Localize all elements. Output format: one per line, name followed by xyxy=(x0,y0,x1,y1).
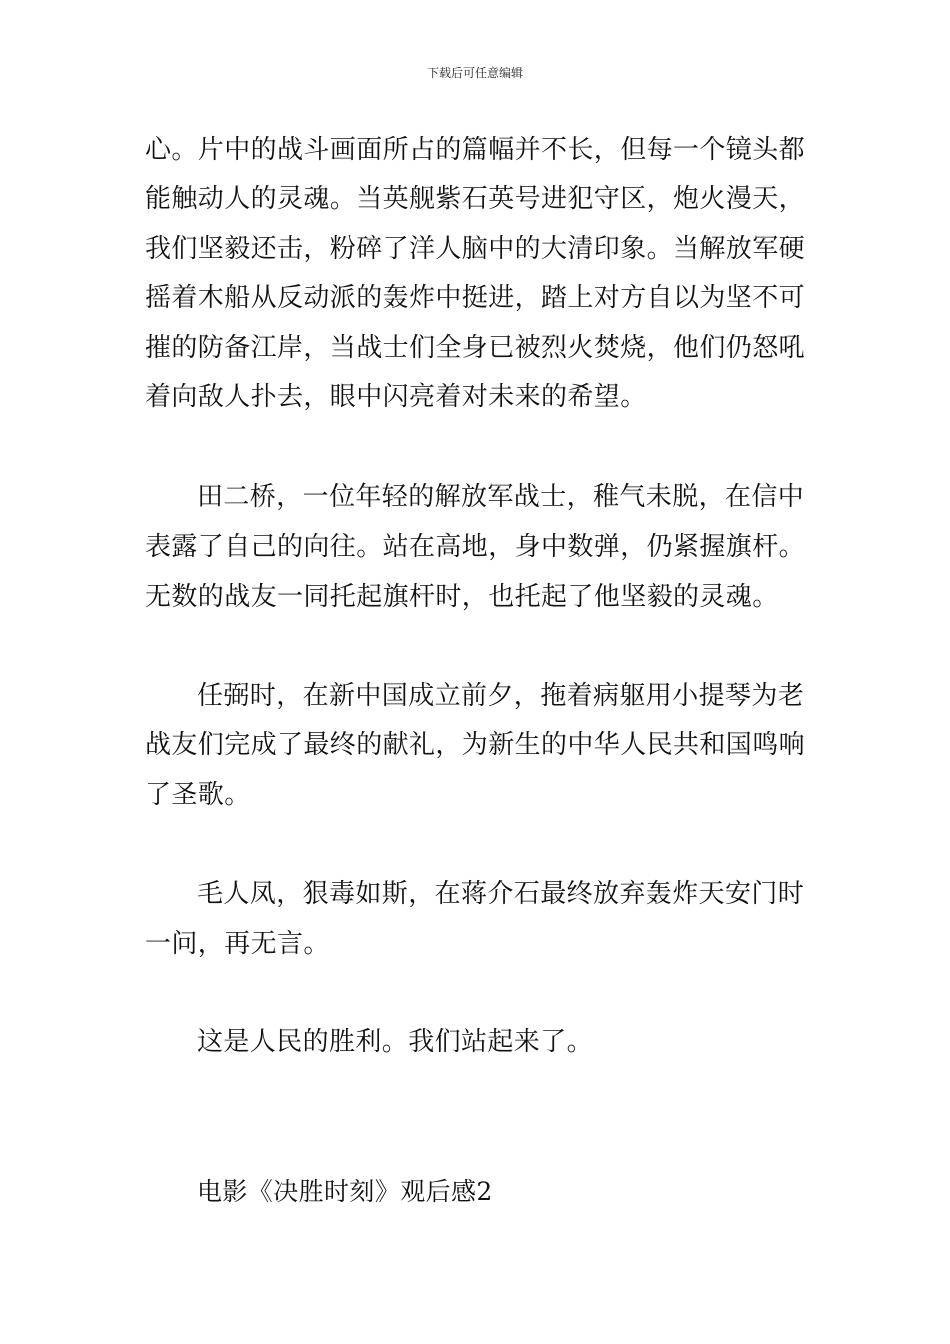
text-line: 任弼时，在新中国成立前夕，拖着病躯用小提琴为老 xyxy=(197,681,805,711)
text-line: 田二桥，一位年轻的解放军战士，稚气未脱，在信中 xyxy=(197,482,805,512)
text-line: 能触动人的灵魂。当英舰紫石英号进犯守区，炮火漫天， xyxy=(145,184,806,214)
text-line: 战友们完成了最终的献礼，为新生的中华人民共和国鸣响 xyxy=(145,730,806,760)
text-line: 毛人凤，狠毒如斯，在蒋介石最终放弃轰炸天安门时 xyxy=(197,879,805,909)
text-line: 一问，再无言。 xyxy=(145,929,330,959)
section-title: 电影《决胜时刻》观后感2 xyxy=(197,1177,493,1206)
text-line: 心。片中的战斗画面所占的篇幅并不长，但每一个镜头都 xyxy=(145,135,806,165)
text-line: 摧的防备江岸，当战士们全身已被烈火焚烧，他们仍怒吼 xyxy=(145,333,806,363)
text-line: 了圣歌。 xyxy=(145,780,251,810)
text-line: 表露了自己的向往。站在高地，身中数弹，仍紧握旗杆。 xyxy=(145,532,806,562)
text-line: 无数的战友一同托起旗杆时，也托起了他坚毅的灵魂。 xyxy=(145,582,779,612)
text-line: 这是人民的胜利。我们站起来了。 xyxy=(197,1027,594,1057)
text-line: 着向敌人扑去，眼中闪亮着对未来的希望。 xyxy=(145,382,647,412)
text-line: 摇着木船从反动派的轰炸中挺进，踏上对方自以为坚不可 xyxy=(145,283,806,313)
page-header: 下载后可任意编辑 xyxy=(426,66,523,80)
text-line: 我们坚毅还击，粉碎了洋人脑中的大清印象。当解放军硬 xyxy=(145,234,806,264)
